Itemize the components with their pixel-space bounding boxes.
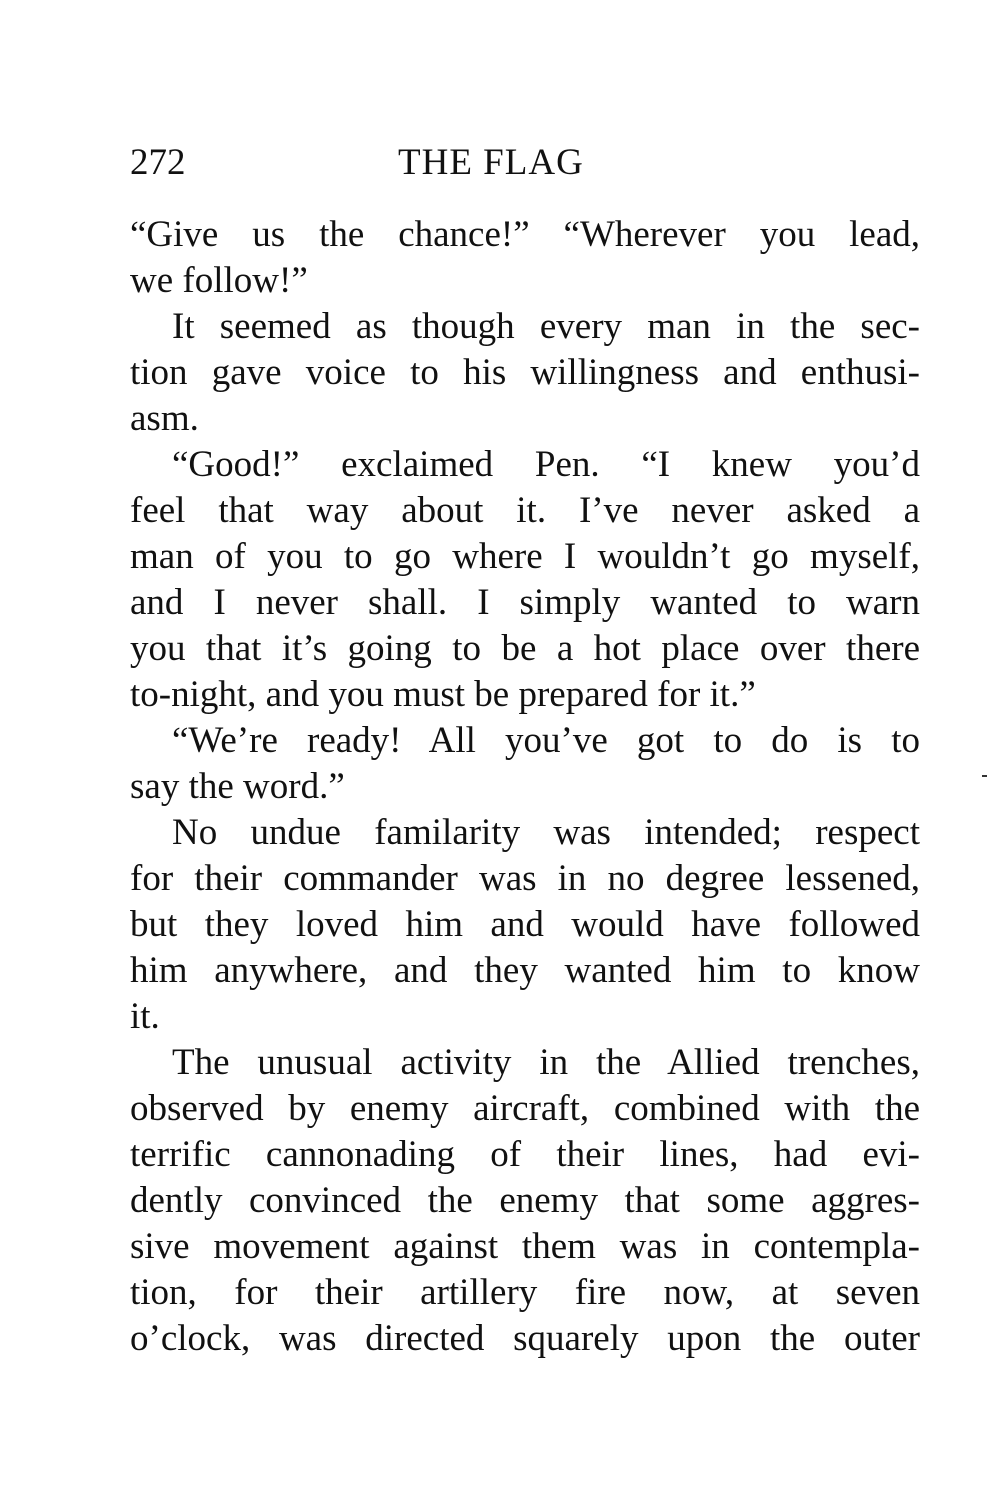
text-line: “Give us the chance!” “Wherever you lead, (130, 214, 920, 255)
text-line: No undue familarity was intended; respect (172, 812, 920, 853)
page-header (130, 138, 920, 188)
body-text (130, 212, 920, 1362)
text-line: for their commander was in no degree lessened, (130, 858, 920, 899)
text-line: “Good!” exclaimed Pen. “I knew you’d (172, 444, 920, 485)
text-line: and I never shall. I simply wanted to warn (130, 582, 920, 623)
text-line: observed by enemy aircraft, combined with the (130, 1088, 920, 1129)
text-line: asm. (130, 398, 199, 439)
text-line: tion, for their artillery fire now, at seven (130, 1272, 920, 1313)
text-line: “We’re ready! All you’ve got to do is to (172, 720, 920, 761)
text-line: but they loved him and would have followed (130, 904, 920, 945)
running-title: THE FLAG (398, 142, 584, 183)
text-line: him anywhere, and they wanted him to know (130, 950, 920, 991)
text-line: say the word.” (130, 766, 345, 807)
text-line: it. (130, 996, 160, 1037)
text-line: It seemed as though every man in the sec- (172, 306, 920, 347)
text-line: we follow!” (130, 260, 308, 301)
text-line: you that it’s going to be a hot place over there (130, 628, 920, 669)
page-number: 272 (130, 142, 186, 183)
text-line: feel that way about it. I’ve never asked a (130, 490, 920, 531)
scan-margin-mark (982, 775, 987, 777)
text-line: sive movement against them was in contempla- (130, 1226, 920, 1267)
text-line: The unusual activity in the Allied trenches, (172, 1042, 920, 1083)
text-line: to-night, and you must be prepared for it.” (130, 674, 756, 715)
text-line: terrific cannonading of their lines, had evi- (130, 1134, 920, 1175)
text-line: o’clock, was directed squarely upon the outer (130, 1318, 920, 1359)
text-line: man of you to go where I wouldn’t go myself, (130, 536, 920, 577)
text-line: tion gave voice to his willingness and enthusi- (130, 352, 920, 393)
text-line: dently convinced the enemy that some aggres- (130, 1180, 920, 1221)
